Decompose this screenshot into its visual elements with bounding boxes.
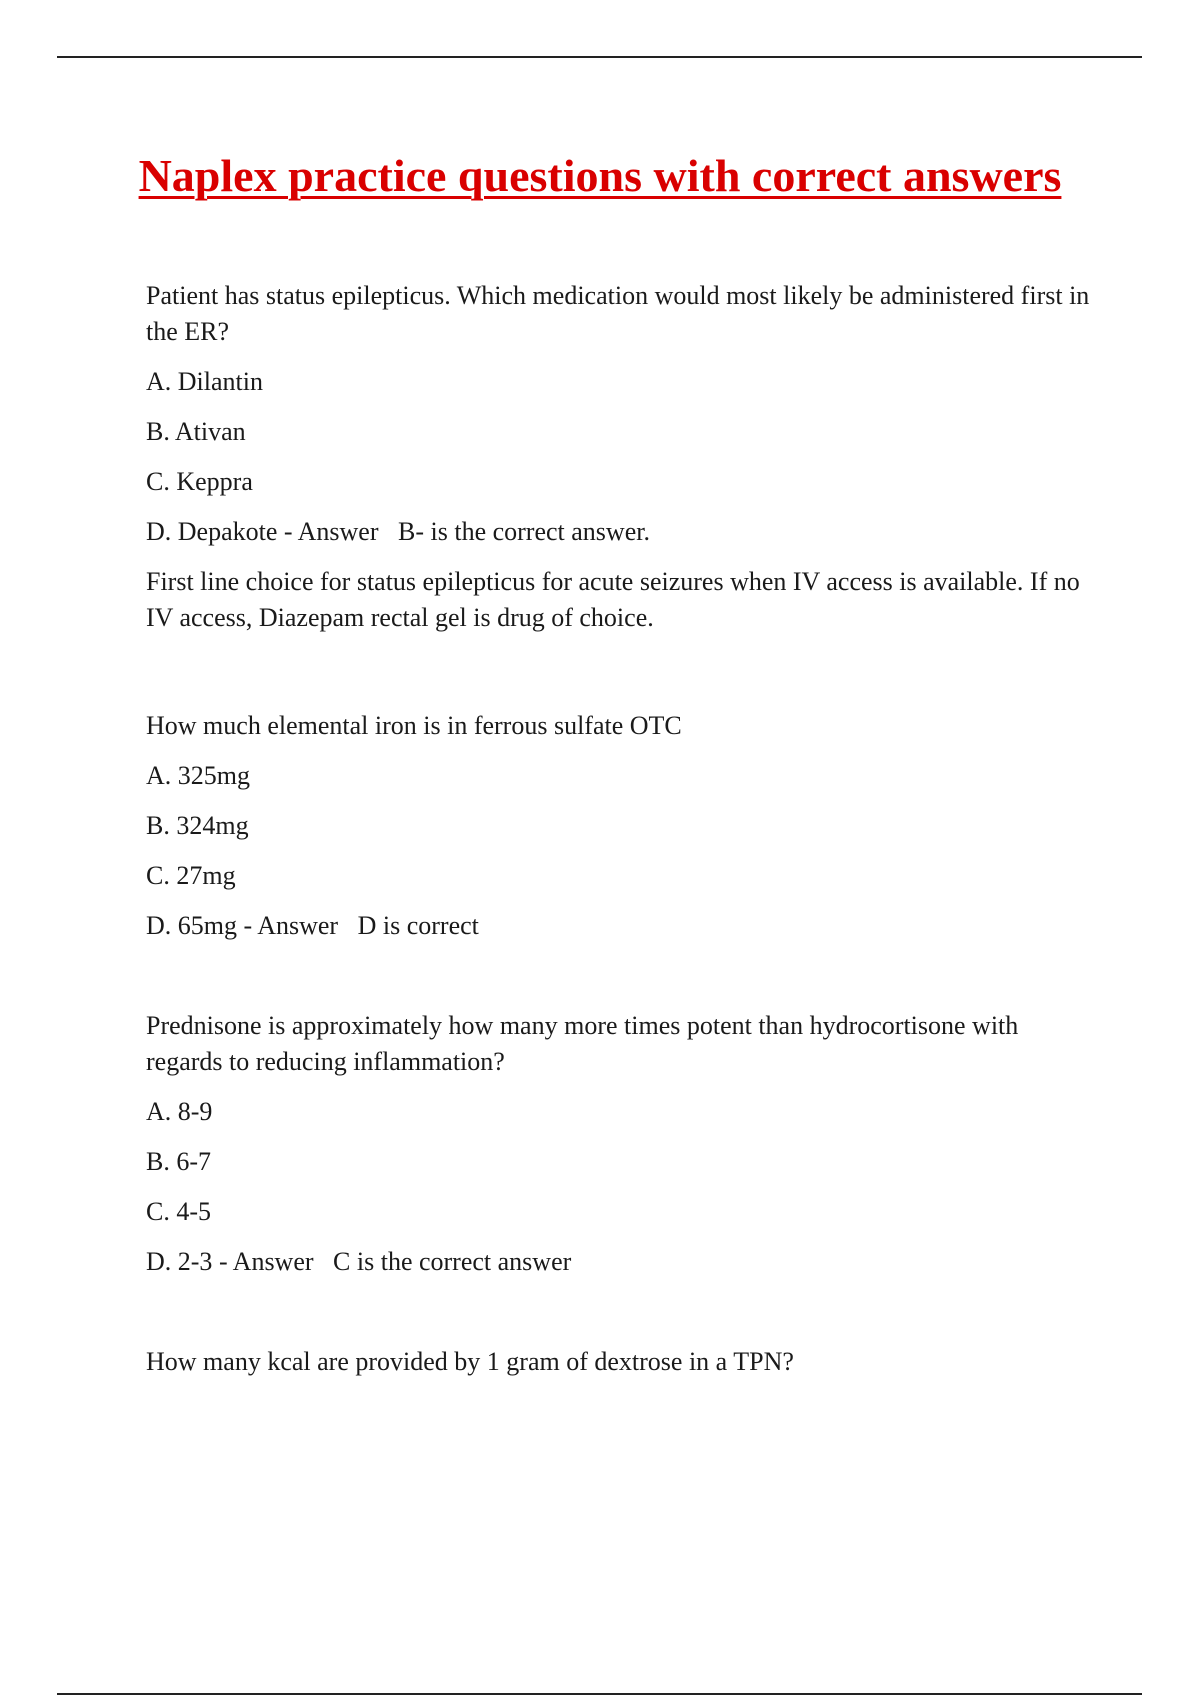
answer-text: C is the correct answer (333, 1247, 572, 1276)
option-d-with-answer (146, 514, 1096, 550)
option-d: D. 65mg (146, 911, 237, 940)
answer-explanation: First line choice for status epilepticus for acute seizures when IV access is available. If no IV access, Diazepam rectal gel is drug of choice. (146, 567, 1080, 632)
footer-rule (57, 1693, 1142, 1695)
option-a: A. 8-9 (146, 1097, 213, 1126)
header-rule (57, 56, 1142, 58)
answer-text: D is correct (357, 911, 479, 940)
document-body (146, 278, 1096, 1394)
question-text: Prednisone is approximately how many more times potent than hydrocortisone with regards to reducing inflammation? (146, 1011, 1019, 1076)
option-c: C. 4-5 (146, 1197, 211, 1226)
option-d: D. Depakote (146, 517, 278, 546)
answer-text: B- is the correct answer. (398, 517, 650, 546)
option-d: D. 2-3 (146, 1247, 213, 1276)
page-title: Naplex practice questions with correct answers (138, 150, 1062, 201)
option-b: B. 6-7 (146, 1147, 211, 1176)
option-b: B. 324mg (146, 811, 249, 840)
option-d-with-answer (146, 908, 1096, 944)
answer-label: - Answer (212, 1247, 314, 1276)
spacer (146, 958, 1096, 1008)
option-b: B. Ativan (146, 417, 246, 446)
question-4 (146, 1344, 1096, 1380)
question-3 (146, 1008, 1096, 1280)
spacer (146, 650, 1096, 708)
option-c: C. 27mg (146, 861, 236, 890)
question-text: How many kcal are provided by 1 gram of dextrose in a TPN? (146, 1347, 794, 1376)
option-c: C. Keppra (146, 467, 253, 496)
question-1 (146, 278, 1096, 636)
answer-label: - Answer (277, 517, 379, 546)
option-a: A. 325mg (146, 761, 250, 790)
question-2 (146, 708, 1096, 944)
question-text: Patient has status epilepticus. Which medication would most likely be administered first in the ER? (146, 281, 1090, 346)
option-a: A. Dilantin (146, 367, 263, 396)
spacer (146, 1294, 1096, 1344)
answer-label: - Answer (237, 911, 339, 940)
question-text: How much elemental iron is in ferrous sulfate OTC (146, 711, 682, 740)
option-d-with-answer (146, 1244, 1096, 1280)
